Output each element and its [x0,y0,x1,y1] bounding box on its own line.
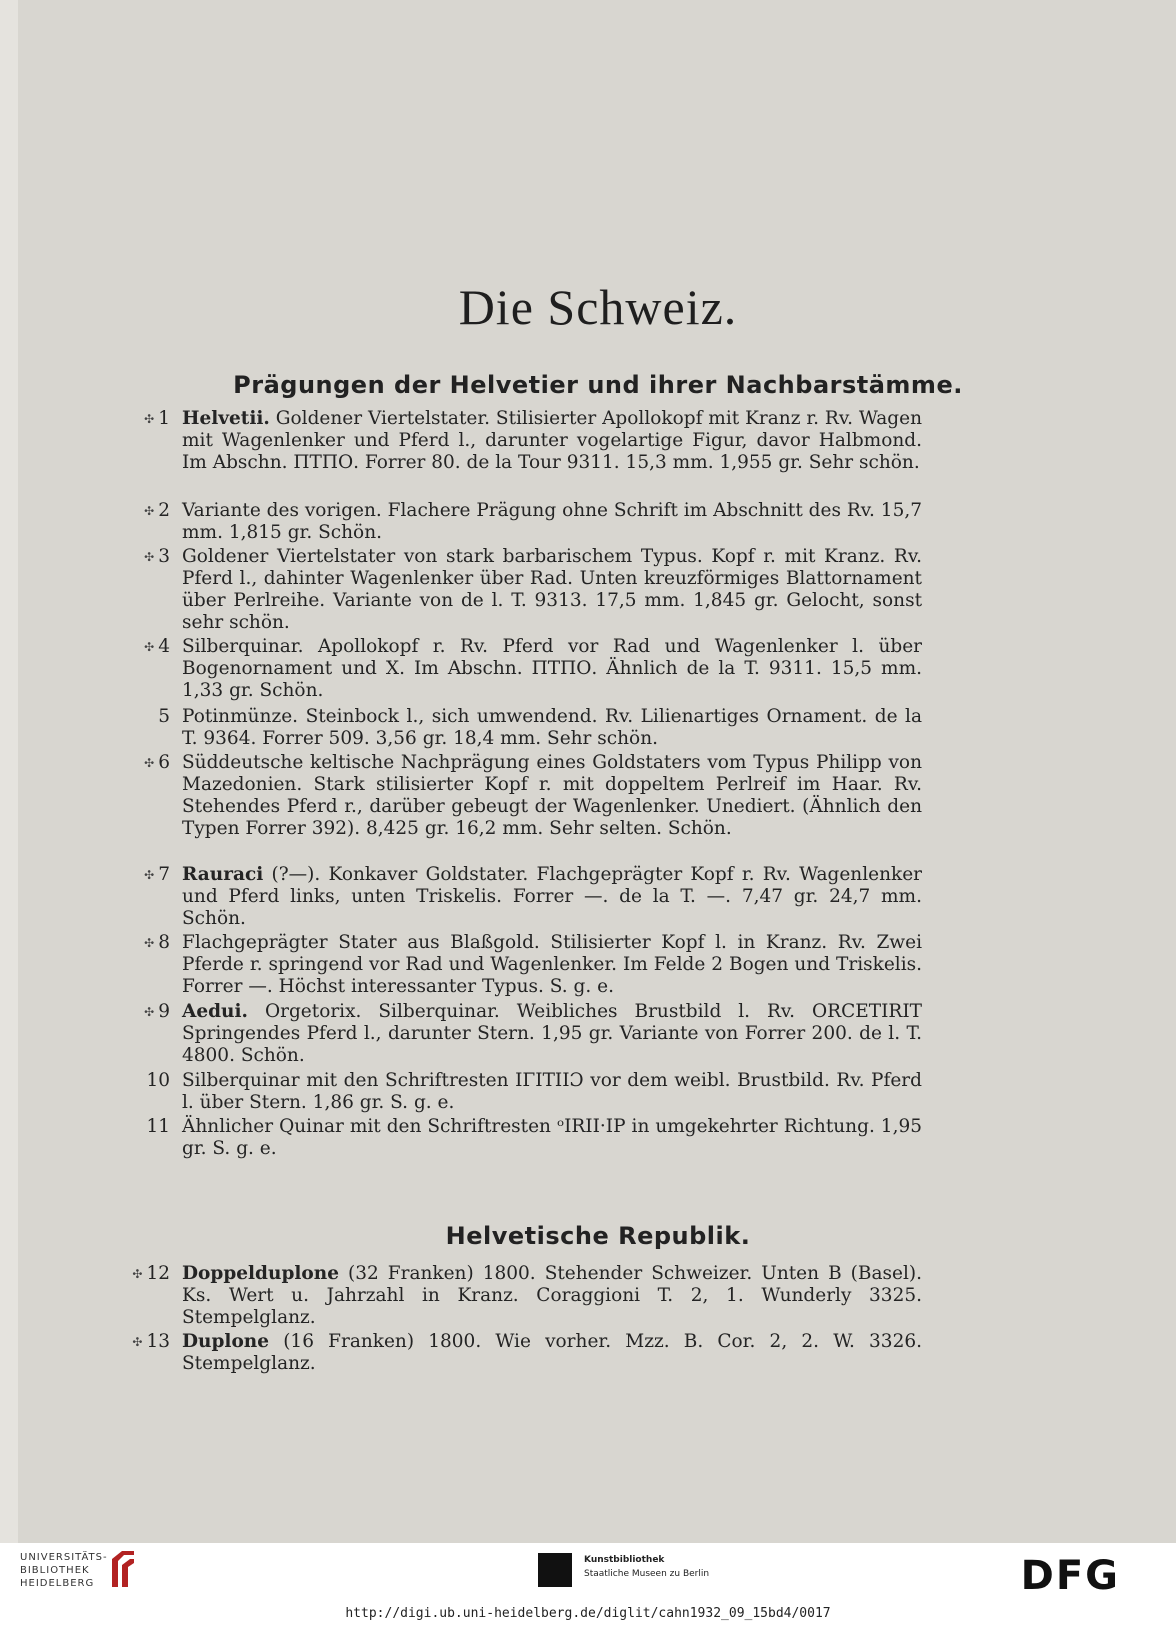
entry-text: Goldener Viertelstater. Stilisierter Apollokopf mit Kranz r. Rv. Wagen mit Wagenlenker und Pferd l., darunter vogelartige Figur, davor Halbmond. Im Abschn. ΠΤΠΟ. Forrer 80. de la Tour 9311. 15,3 mm. 1,955 gr. Sehr schön. [182,408,922,473]
star-marker-icon: ✣ [144,868,155,882]
star-marker-icon: ✣ [132,1267,143,1281]
catalogue-entry-10 [122,1070,922,1114]
star-marker-icon: ✣ [144,936,155,950]
star-marker-icon: ✣ [132,1335,143,1349]
star-marker-icon: ✣ [144,640,155,654]
entry-number: 2 [158,500,170,521]
scanned-page [18,0,1176,1543]
university-library-name [20,1551,108,1590]
dfg-logo: DFG [1020,1553,1120,1599]
star-marker-icon: ✣ [144,1005,155,1019]
kb-line: Kunstbibliothek [584,1555,665,1565]
entry-text: (32 Franken) 1800. Stehender Schweizer. Unten B (Basel). Ks. Wert u. Jahrzahl in Kranz. Coraggioni T. 2, 1. Wunderly 3325. Stempelglanz. [182,1263,922,1328]
section-heading-republik: Helvetische Republik. [445,1222,751,1250]
star-marker-icon: ✣ [144,756,155,770]
entry-name: Aedui. [182,1001,248,1022]
kunstbibliothek-logo-icon [538,1553,572,1587]
catalogue-entry-7 [122,864,922,930]
entry-text: Silberquinar. Apollokopf r. Rv. Pferd vor Rad und Wagenlenker l. über Bogenornament und X. Im Abschn. ΠΤΠΟ. Ähnlich de la T. 9311. 15,5 mm. 1,33 gr. Schön. [182,636,922,701]
entry-name: Doppelduplone [182,1263,339,1284]
entry-name: Rauraci [182,864,264,885]
entry-text: (?—). Konkaver Goldstater. Flachgeprägter Kopf r. Rv. Wagenlenker und Pferd links, unten Triskelis. Forrer —. de la T. —. 7,47 gr. 24,7 mm. Schön. [182,864,922,929]
entry-number: 4 [158,636,170,657]
catalogue-entry-1 [122,408,922,474]
uni-line: BIBLIOTHEK [20,1565,90,1576]
entry-number: 5 [158,706,170,727]
catalogue-entry-6 [122,752,922,840]
catalogue-entry-4 [122,636,922,702]
entry-number: 7 [158,864,170,885]
entry-text: Orgetorix. Silberquinar. Weibliches Brustbild l. Rv. ORCETIRIT Springendes Pferd l., darunter Stern. 1,95 gr. Variante von Forrer 200. de l. T. 4800. Schön. [182,1001,922,1066]
catalogue-entry-2 [122,500,922,544]
entry-text: Potinmünze. Steinbock l., sich umwendend. Rv. Lilienartiges Ornament. de la T. 9364. Forrer 509. 3,56 gr. 18,4 mm. Sehr schön. [182,706,922,749]
star-marker-icon: ✣ [144,550,155,564]
entry-number: 10 [146,1070,170,1091]
catalogue-entry-9 [122,1001,922,1067]
entry-text: Variante des vorigen. Flachere Prägung ohne Schrift im Abschnitt des Rv. 15,7 mm. 1,815 gr. Schön. [182,500,922,543]
entry-name: Helvetii. [182,408,270,429]
entry-number: 6 [158,752,170,773]
catalogue-entry-12 [122,1263,922,1329]
entry-number: 9 [158,1001,170,1022]
university-logo-icon [108,1547,138,1591]
star-marker-icon: ✣ [144,504,155,518]
footer-bar [0,1543,1176,1627]
entry-text: (16 Franken) 1800. Wie vorher. Mzz. B. Cor. 2, 2. W. 3326. Stempelglanz. [182,1331,922,1374]
catalogue-entry-8 [122,932,922,998]
entry-number: 8 [158,932,170,953]
catalogue-entry-5 [122,706,922,750]
entry-number: 11 [146,1116,170,1137]
uni-line: UNIVERSITÄTS- [20,1552,108,1563]
kb-line: Staatliche Museen zu Berlin [584,1569,710,1579]
catalogue-entry-11 [122,1116,922,1160]
entry-text: Goldener Viertelstater von stark barbarischem Typus. Kopf r. mit Kranz. Rv. Pferd l., dahinter Wagenlenker über Rad. Unten kreuzförmiges Blattornament über Perlreihe. Variante von de l. T. 9313. 17,5 mm. 1,845 gr. Gelocht, sonst sehr schön. [182,546,922,633]
star-marker-icon: ✣ [144,412,155,426]
page-url-link[interactable]: http://digi.ub.uni-heidelberg.de/diglit/cahn1932_09_15bd4/0017 [345,1606,831,1621]
catalogue-entry-13 [122,1331,922,1375]
uni-line: HEIDELBERG [20,1578,95,1589]
page-title: Die Schweiz. [458,279,738,335]
catalogue-entry-3 [122,546,922,634]
kunstbibliothek-name [584,1553,709,1581]
entry-number: 3 [158,546,170,567]
entry-text: Silberquinar mit den Schriftresten IΓITIIƆ vor dem weibl. Brustbild. Rv. Pferd l. über Stern. 1,86 gr. S. g. e. [182,1070,922,1113]
entry-number: 13 [146,1331,170,1352]
entry-number: 1 [158,408,170,429]
section-heading-helvetier: Prägungen der Helvetier und ihrer Nachbarstämme. [233,371,963,399]
entry-text: Süddeutsche keltische Nachprägung eines Goldstaters vom Typus Philipp von Mazedonien. Stark stilisierter Kopf r. mit doppeltem Perlreif im Haar. Rv. Stehendes Pferd r., darüber gebeugt der Wagenlenker. Unediert. (Ähnlich den Typen Forrer 392). 8,425 gr. 16,2 mm. Sehr selten. Schön. [182,752,922,839]
entry-text: Ähnlicher Quinar mit den Schriftresten ᵒIRII·IP in umgekehrter Richtung. 1,95 gr. S. g. e. [182,1116,922,1159]
entry-name: Duplone [182,1331,270,1352]
entry-text: Flachgeprägter Stater aus Blaßgold. Stilisierter Kopf l. in Kranz. Rv. Zwei Pferde r. springend vor Rad und Wagenlenker. Im Felde 2 Bogen und Triskelis. Forrer —. Höchst interessanter Typus. S. g. e. [182,932,922,997]
entry-number: 12 [146,1263,170,1284]
